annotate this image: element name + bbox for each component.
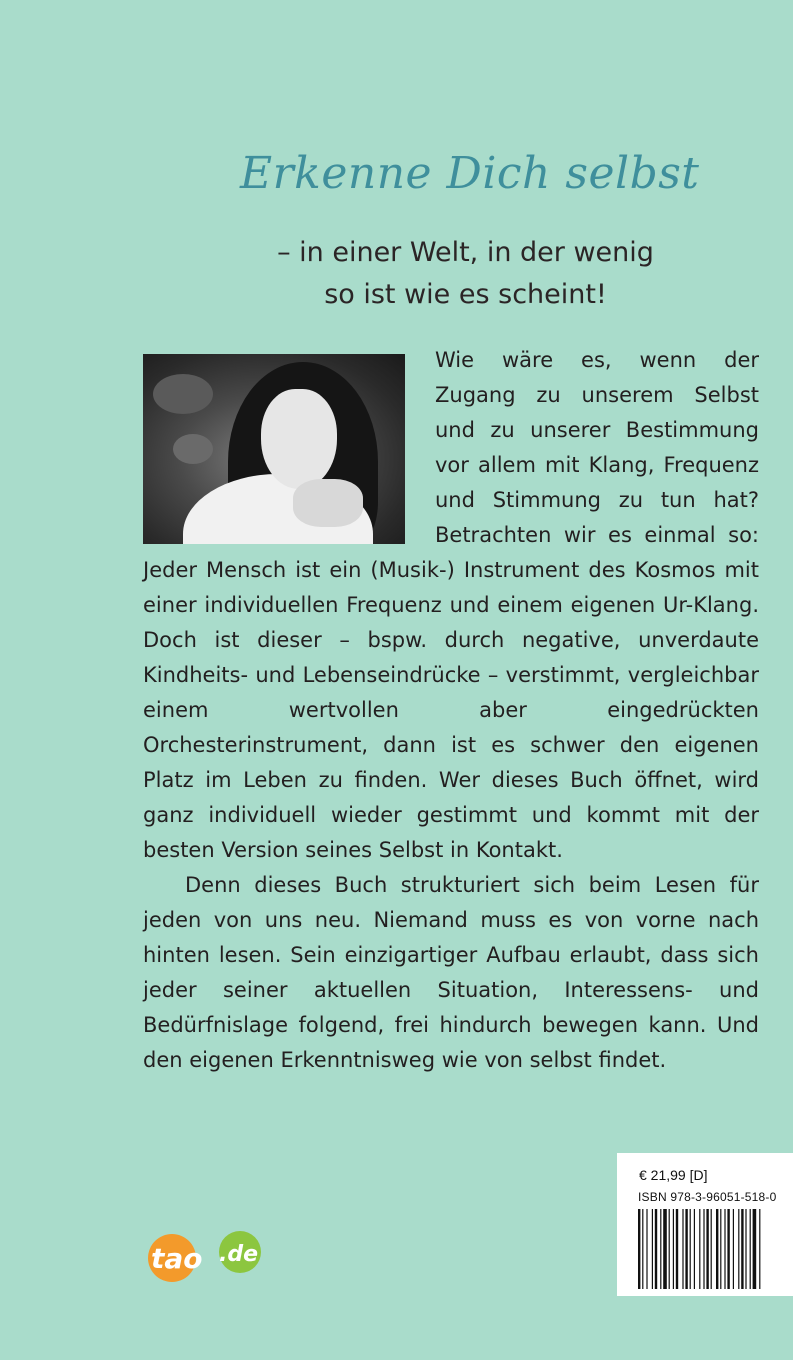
isbn-label: ISBN 978-3-96051-518-0 — [638, 1190, 777, 1204]
blurb-paragraph-1: Wie wäre es, wenn der Zugang zu unserem Selbst und zu unserer Bestimmung vor allem mit Klang, Frequenz und Stimmung zu tun hat? Betrachten wir es einmal so: Jeder Mensch ist ein (Musik-) Instrument des Kosmos mit einer individuellen Frequenz und einem eigenen Ur-Klang. Doch ist dieser – bspw. durch negative, unverdaute Kindheits- und Lebenseindrücke – verstimmt, vergleichbar einem wertvollen aber eingedrückten Orchesterinstrument, dann ist es schwer den eigenen Platz im Leben zu finden. Wer dieses Buch öffnet, wird ganz individuell wieder gestimmt und kommt mit der besten Version seines Selbst in Kontakt. — [143, 348, 759, 862]
barcode-label — [617, 1153, 793, 1296]
subtitle-line-2: so ist wie es scheint! — [324, 279, 607, 310]
subtitle — [238, 232, 693, 316]
book-title: Erkenne Dich selbst — [240, 148, 700, 199]
logo-text-main: tao — [151, 1242, 203, 1275]
logo-text-suffix: .de — [219, 1242, 259, 1267]
subtitle-line-1: – in einer Welt, in der wenig — [277, 237, 654, 268]
blurb-paragraph-2: Denn dieses Buch strukturiert sich beim Lesen für jeden von uns neu. Niemand muss es von vorne nach hinten lesen. Sein einzigartiger Aufbau erlaubt, dass sich jeder seiner aktuellen Situation, Interessens- und Bedürfnislage folgend, frei hindurch bewegen kann. Und den eigenen Erkenntnisweg wie von selbst findet. — [143, 873, 759, 1072]
publisher-logo — [146, 1228, 266, 1283]
blurb-text — [143, 343, 759, 1078]
price-label: € 21,99 [D] — [639, 1167, 708, 1183]
barcode-icon — [638, 1209, 788, 1289]
